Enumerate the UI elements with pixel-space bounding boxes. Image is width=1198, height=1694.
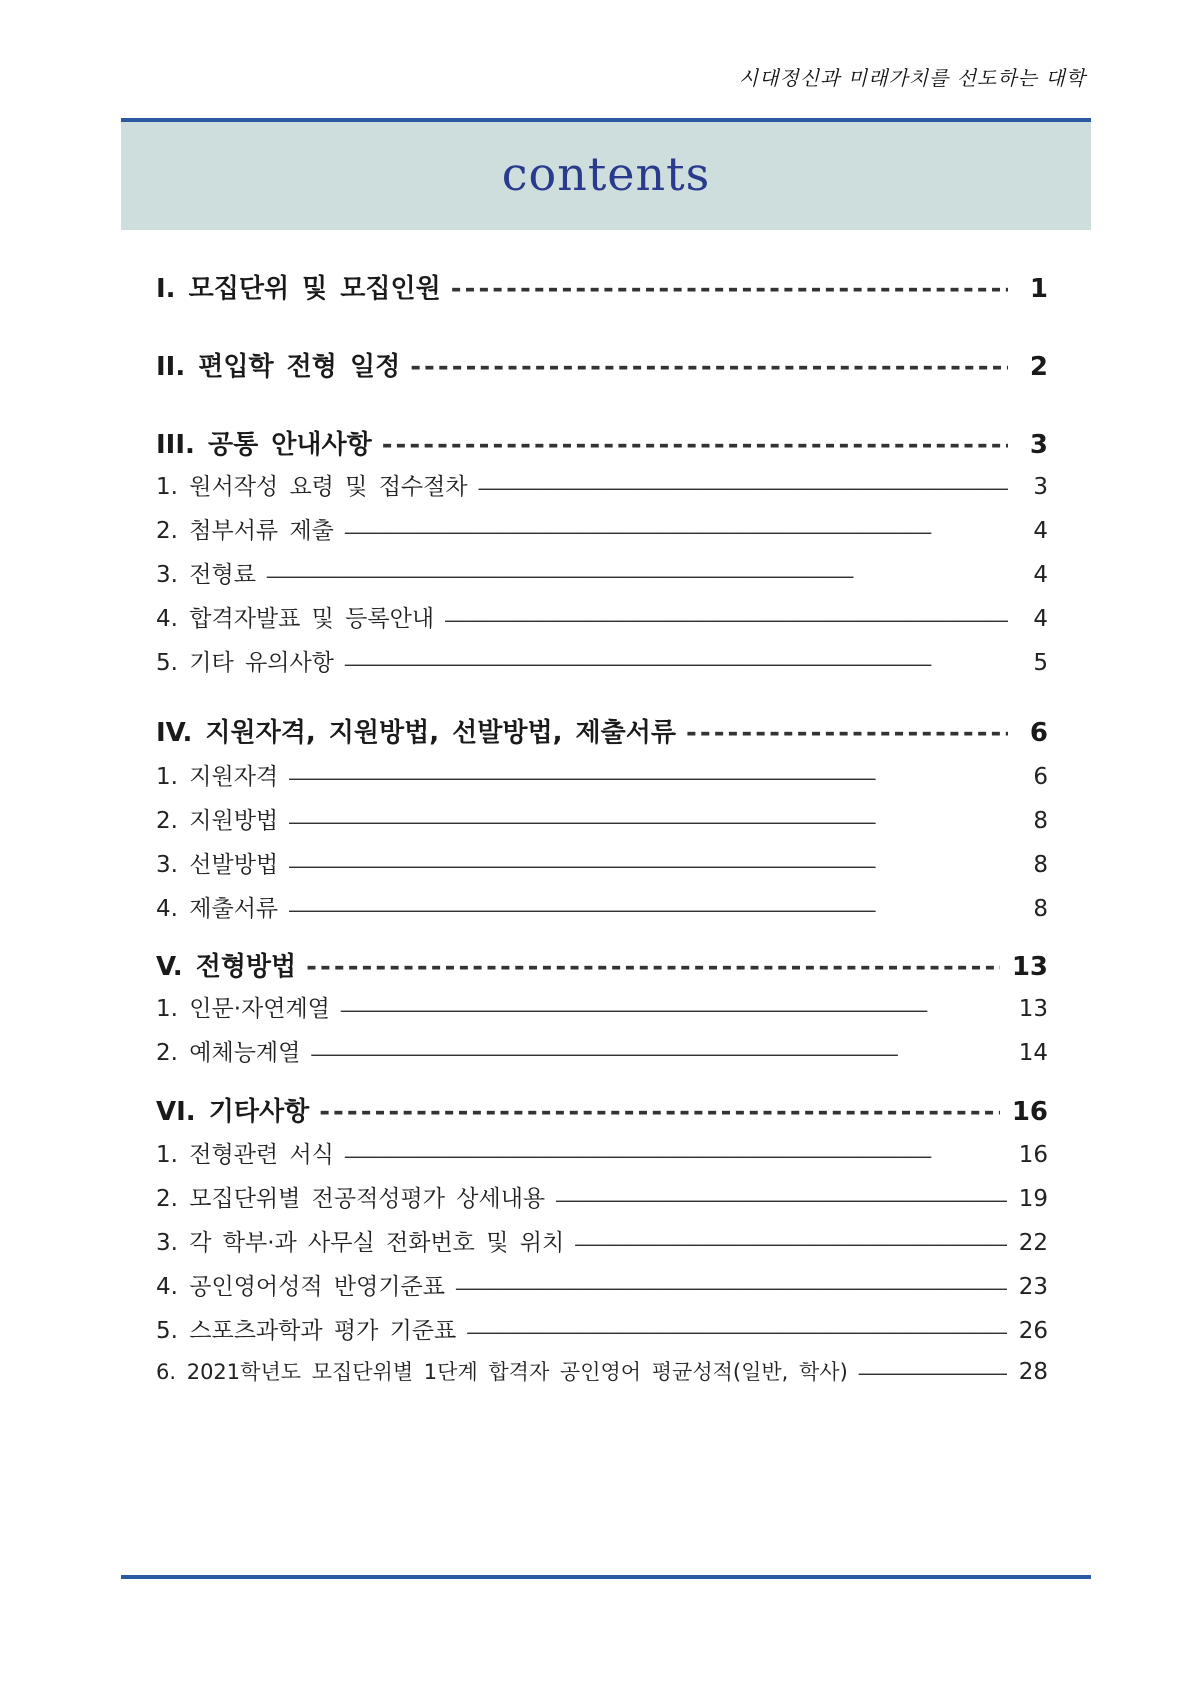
toc-page-number: 2 <box>1029 352 1048 382</box>
toc-item-6-2[interactable] <box>156 1180 1048 1213</box>
toc-leader <box>319 1097 1000 1127</box>
bottom-rule <box>121 1575 1091 1579</box>
toc-section-3[interactable] <box>156 424 1048 461</box>
toc-page-number: 3 <box>1033 474 1048 500</box>
toc-label: 5. 스포츠과학과 평가 기준표 <box>156 1318 457 1344</box>
toc-label: V. 전형방법 <box>156 952 297 982</box>
toc-section-2[interactable] <box>156 346 1048 383</box>
toc-label: 2. 모집단위별 전공적성평가 상세내용 <box>156 1186 546 1212</box>
toc-page-number: 23 <box>1018 1274 1048 1300</box>
toc-leader <box>686 718 1008 748</box>
toc-label: 2. 예체능계열 <box>156 1040 301 1066</box>
toc-page-number: 19 <box>1018 1186 1048 1212</box>
toc-page-number: 13 <box>1011 952 1048 982</box>
toc-section-1[interactable] <box>156 268 1048 305</box>
toc-label: 4. 공인영어성적 반영기준표 <box>156 1274 445 1300</box>
toc-leader <box>574 1230 1007 1256</box>
toc-label: VI. 기타사항 <box>156 1097 310 1127</box>
toc-label: 3. 각 학부·과 사무실 전화번호 및 위치 <box>156 1230 565 1256</box>
toc-leader <box>410 352 1008 382</box>
toc-leader <box>466 1318 1006 1344</box>
toc-item-5-2[interactable] <box>156 1034 1048 1067</box>
toc-leader <box>382 430 1008 460</box>
toc-page-number: 1 <box>1029 274 1048 304</box>
toc-leader <box>266 562 1008 588</box>
toc-leader <box>444 606 1008 632</box>
header-tagline: 시대정신과 미래가치를 선도하는 대학 <box>738 66 1086 90</box>
toc-page-number: 5 <box>1033 650 1048 676</box>
toc-item-4-1[interactable] <box>156 758 1048 791</box>
toc-item-6-3[interactable] <box>156 1224 1048 1257</box>
toc-page-number: 3 <box>1029 430 1048 460</box>
toc-page-number: 6 <box>1029 718 1048 748</box>
toc-item-6-1[interactable] <box>156 1136 1048 1169</box>
toc-leader <box>310 1040 1006 1066</box>
toc-label: 2. 지원방법 <box>156 808 279 834</box>
toc-section-4[interactable] <box>156 712 1048 749</box>
toc-leader <box>288 852 1008 878</box>
toc-leader <box>340 996 1007 1022</box>
toc-item-3-2[interactable] <box>156 512 1048 545</box>
toc-label: 1. 원서작성 요령 및 접수절차 <box>156 474 468 500</box>
toc-label: 3. 선발방법 <box>156 852 279 878</box>
toc-page-number: 8 <box>1033 808 1048 834</box>
toc-page-number: 14 <box>1018 1040 1048 1066</box>
toc-item-5-1[interactable] <box>156 990 1048 1023</box>
toc-item-4-2[interactable] <box>156 802 1048 835</box>
toc-item-3-1[interactable] <box>156 468 1048 501</box>
toc-label: 1. 전형관련 서식 <box>156 1142 334 1168</box>
toc-leader <box>555 1186 1007 1212</box>
toc-item-6-4[interactable] <box>156 1268 1048 1301</box>
toc-page-number: 22 <box>1018 1230 1048 1256</box>
toc-label: I. 모집단위 및 모집인원 <box>156 274 441 304</box>
toc-leader <box>288 808 1008 834</box>
toc-page-number: 8 <box>1033 896 1048 922</box>
toc-page-number: 8 <box>1033 852 1048 878</box>
toc-page-number: 4 <box>1033 518 1048 544</box>
toc-label: IV. 지원자격, 지원방법, 선발방법, 제출서류 <box>156 718 677 748</box>
toc-item-3-4[interactable] <box>156 600 1048 633</box>
toc-label: 6. 2021학년도 모집단위별 1단계 합격자 공인영어 평균성적(일반, 학사) <box>156 1360 848 1384</box>
toc-label: 5. 기타 유의사항 <box>156 650 334 676</box>
toc-label: 1. 인문·자연계열 <box>156 996 330 1022</box>
toc-label: II. 편입학 전형 일정 <box>156 352 401 382</box>
toc-item-6-5[interactable] <box>156 1312 1048 1345</box>
toc-page-number: 16 <box>1011 1097 1048 1127</box>
toc-leader <box>288 764 1008 790</box>
toc-item-3-3[interactable] <box>156 556 1048 589</box>
toc-leader <box>451 274 1008 304</box>
toc-section-6[interactable] <box>156 1091 1048 1128</box>
toc-item-6-6[interactable] <box>156 1356 1048 1386</box>
toc-leader <box>478 474 1008 500</box>
toc-leader <box>288 896 1008 922</box>
toc-label: III. 공통 안내사항 <box>156 430 372 460</box>
toc-page-number: 4 <box>1033 562 1048 588</box>
toc-label: 2. 첨부서류 제출 <box>156 518 334 544</box>
toc-leader <box>344 650 1008 676</box>
toc-item-3-5[interactable] <box>156 644 1048 677</box>
toc-leader <box>344 518 1008 544</box>
toc-page-number: 26 <box>1018 1318 1048 1344</box>
toc-leader <box>344 1142 1007 1168</box>
page-title: contents <box>501 147 711 201</box>
toc-label: 1. 지원자격 <box>156 764 279 790</box>
toc-section-5[interactable] <box>156 946 1048 983</box>
toc-label: 4. 합격자발표 및 등록안내 <box>156 606 435 632</box>
toc-page-number: 16 <box>1018 1142 1048 1168</box>
toc-leader <box>306 952 1000 982</box>
toc-item-4-3[interactable] <box>156 846 1048 879</box>
toc-page-number: 13 <box>1018 996 1048 1022</box>
toc-leader <box>858 1359 1007 1385</box>
toc-label: 4. 제출서류 <box>156 896 279 922</box>
toc-page-number: 6 <box>1033 764 1048 790</box>
toc-page-number: 28 <box>1018 1359 1048 1385</box>
toc-item-4-4[interactable] <box>156 890 1048 923</box>
toc-label: 3. 전형료 <box>156 562 256 588</box>
toc-leader <box>455 1274 1007 1300</box>
toc-page-number: 4 <box>1033 606 1048 632</box>
